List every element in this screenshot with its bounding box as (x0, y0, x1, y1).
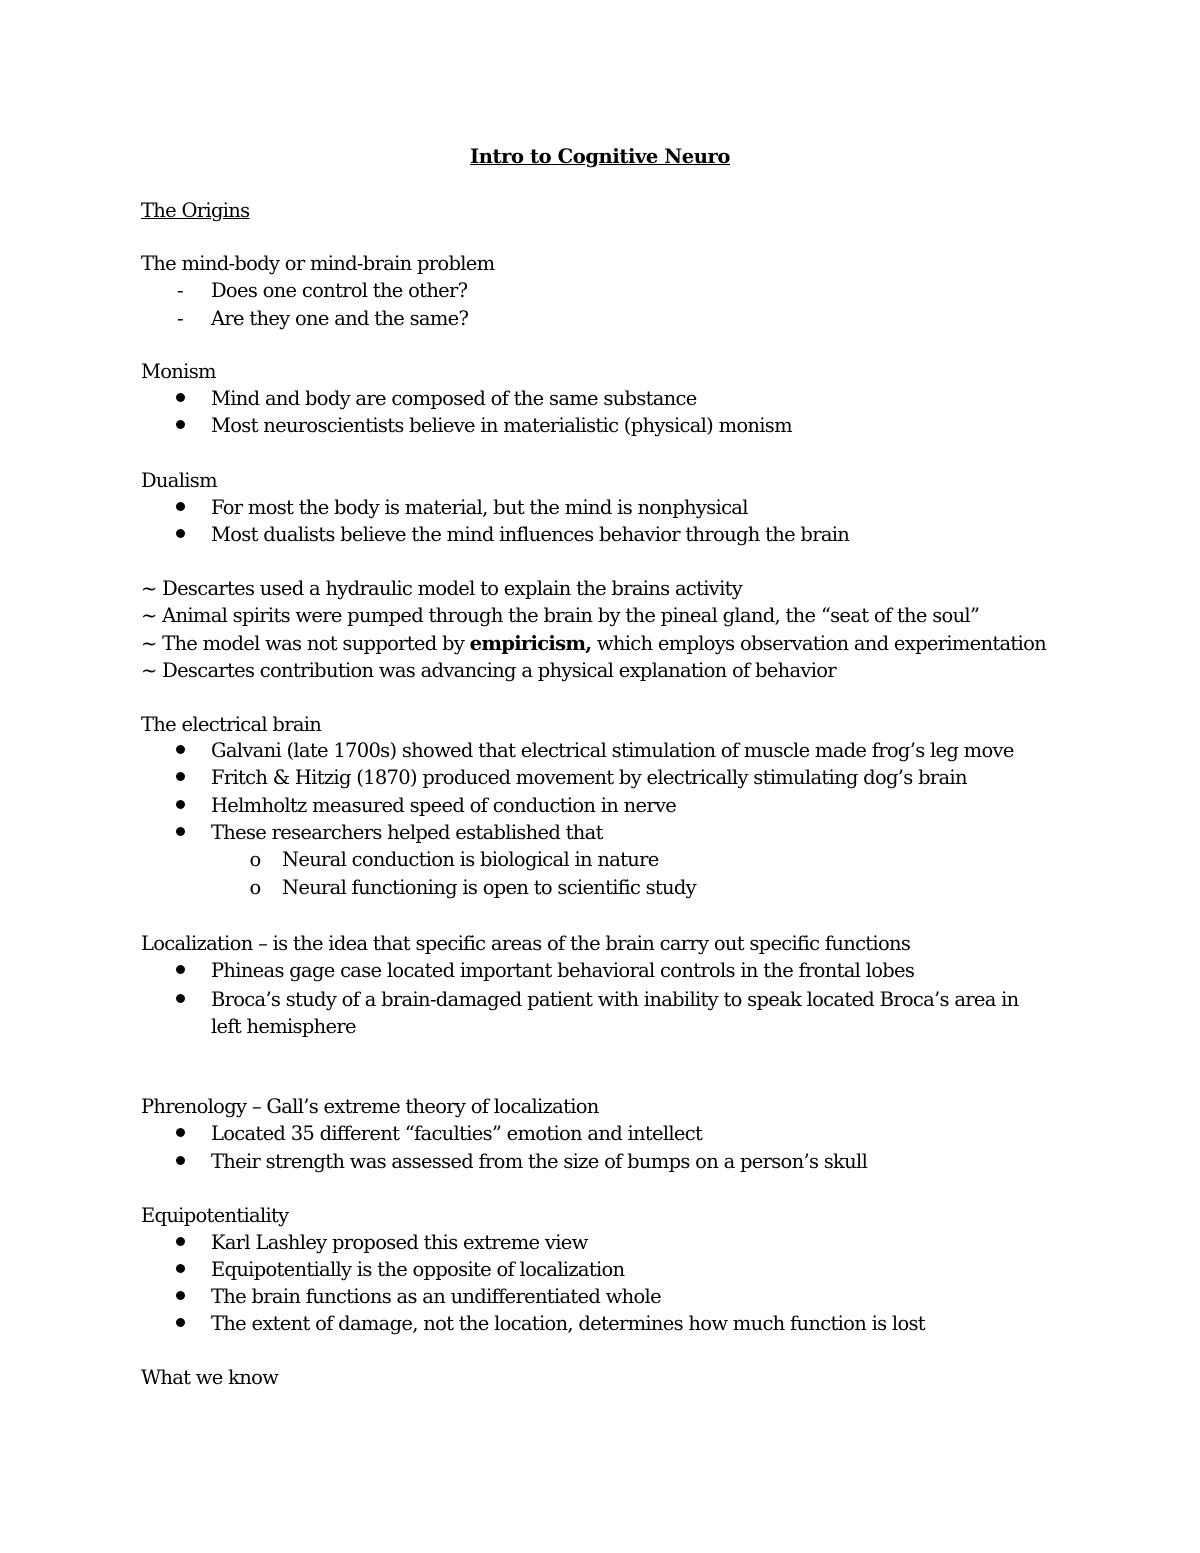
bullet-icon (170, 1148, 190, 1175)
phrenology-heading: Phrenology – Gall’s extreme theory of localization (141, 1095, 599, 1118)
list-item-text: Most dualists believe the mind influences behavior through the brain (211, 523, 850, 546)
list-item-text: For most the body is material, but the mind is nonphysical (211, 496, 748, 519)
bullet-icon (170, 737, 190, 764)
list-item-text: Located 35 different “faculties” emotion and intellect (211, 1122, 703, 1145)
electrical-brain-heading: The electrical brain (141, 713, 322, 736)
dash-marker: - (177, 279, 183, 302)
list-item-text: Galvani (late 1700s) showed that electrical stimulation of muscle made frog’s leg move (211, 739, 1014, 762)
bullet-icon (170, 819, 190, 846)
monism-heading: Monism (141, 360, 216, 383)
document-title: Intro to Cognitive Neuro (470, 145, 730, 168)
bullet-icon (170, 1229, 190, 1256)
dash-marker: - (177, 307, 183, 330)
bullet-icon (170, 986, 190, 1013)
circle-marker: o (249, 848, 261, 871)
descartes-line-3-start: ~ The model was not supported by (141, 632, 470, 655)
list-item-text: These researchers helped established that (211, 821, 603, 844)
list-item-text: Phineas gage case located important behavioral controls in the frontal lobes (211, 959, 915, 982)
mind-body-heading: The mind-body or mind-brain problem (141, 252, 495, 275)
bullet-icon (170, 1256, 190, 1283)
list-item-text: Are they one and the same? (211, 307, 469, 330)
bullet-icon (170, 957, 190, 984)
descartes-line-3-end: which employs observation and experimentation (591, 632, 1046, 655)
descartes-line-2: ~ Animal spirits were pumped through the brain by the pineal gland, the “seat of the soul” (141, 604, 980, 627)
bullet-icon (170, 764, 190, 791)
sub-list-item-text: Neural functioning is open to scientific study (282, 876, 696, 899)
bullet-icon (170, 412, 190, 439)
list-item-text: left hemisphere (211, 1015, 356, 1038)
dualism-heading: Dualism (141, 469, 217, 492)
section-heading-origins: The Origins (141, 199, 250, 222)
list-item-text: The extent of damage, not the location, determines how much function is lost (211, 1312, 925, 1335)
sub-list-item-text: Neural conduction is biological in nature (282, 848, 659, 871)
list-item-text: The brain functions as an undifferentiated whole (211, 1285, 661, 1308)
what-we-know-heading: What we know (141, 1366, 279, 1389)
list-item-text: Karl Lashley proposed this extreme view (211, 1231, 588, 1254)
descartes-line-4: ~ Descartes contribution was advancing a physical explanation of behavior (141, 659, 836, 682)
list-item-text: Mind and body are composed of the same substance (211, 387, 697, 410)
bullet-icon (170, 792, 190, 819)
descartes-line-1: ~ Descartes used a hydraulic model to explain the brains activity (141, 577, 743, 600)
bullet-icon (170, 1283, 190, 1310)
list-item-text: Helmholtz measured speed of conduction in nerve (211, 794, 677, 817)
list-item-text: Fritch & Hitzig (1870) produced movement by electrically stimulating dog’s brain (211, 766, 967, 789)
bullet-icon (170, 385, 190, 412)
circle-marker: o (249, 876, 261, 899)
list-item-text: Broca’s study of a brain-damaged patient with inability to speak located Broca’s area in (211, 988, 1019, 1011)
list-item-text: Their strength was assessed from the size of bumps on a person’s skull (211, 1150, 868, 1173)
localization-heading: Localization – is the idea that specific areas of the brain carry out specific functions (141, 932, 911, 955)
equipotentiality-heading: Equipotentiality (141, 1204, 289, 1227)
empiricism-term: empiricism, (469, 632, 592, 655)
list-item-text: Does one control the other? (211, 279, 468, 302)
descartes-line-3 (141, 630, 1046, 657)
bullet-icon (170, 1310, 190, 1337)
bullet-icon (170, 1120, 190, 1147)
bullet-icon (170, 521, 190, 548)
list-item-text: Most neuroscientists believe in materialistic (physical) monism (211, 414, 792, 437)
list-item-text: Equipotentially is the opposite of localization (211, 1258, 625, 1281)
bullet-icon (170, 494, 190, 521)
